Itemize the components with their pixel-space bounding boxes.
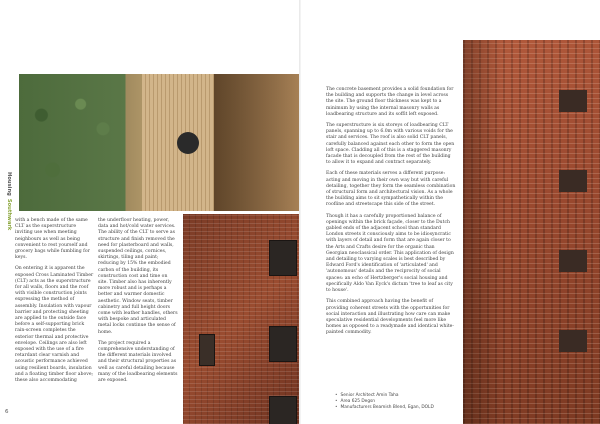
window <box>559 330 587 352</box>
photo-shadow <box>214 74 299 211</box>
running-head-sub: Southwark <box>6 198 12 231</box>
running-head-main: Housing <box>6 172 12 196</box>
brick-elevation-photo <box>463 40 600 424</box>
photo-shadow <box>463 40 503 424</box>
right-column <box>326 87 456 342</box>
credit-item: • Manufacturers Beamish Blend, Egan, DOLD <box>335 405 434 411</box>
body-paragraph: The project required a comprehensive understanding of the different materials involved and their structural properties as well as careful detailing because many of the loadbearing elements are exposed. <box>98 340 178 384</box>
window <box>269 326 297 362</box>
window <box>199 334 215 366</box>
body-paragraph: the underfloor heating, power, data and hot/cold water services. The ability of the CLT to serve as structure and finish removed the need for plasterboard and walls, suspended ceilings, cornices, skirtings, tiling and paint; reducing by 15% the embodied carbon of the building, its construction cost and time on site. Timber also has inherently more robust and is perhaps a better and warmer domestic aesthetic. Window seats, timber cabinetry and full height doors come with leather handles, others with bespoke and articulated metal locks continue the sense of home. <box>98 218 178 335</box>
page-gutter <box>299 0 301 424</box>
project-credits <box>335 393 434 411</box>
window <box>559 250 587 272</box>
facade-windows-photo <box>183 214 299 424</box>
window <box>559 170 587 192</box>
running-head <box>3 172 13 232</box>
left-column-2 <box>98 218 178 389</box>
window <box>559 90 587 112</box>
body-paragraph: Each of these materials serves a different purpose: acting and moving in their own way but with careful detailing, together they form the seamless combination of structural form and architectural vision. As a whole the building aims to sit sympathetically within the roofline and streetscape this side of the street. <box>326 171 456 208</box>
body-paragraph: Though it has a carefully proportioned balance of openings within the brick façade, closer to the Dutch gabled ends of the adjacent school than standard London streets it consciously aims to be idiosyncratic with layers of detail and form that are again closer to the Arts and Crafts desire for the organic than Georgian neoclassical order. This application of design and detailing to varying scales is best described by Edward Ford's identification of 'articulated' and 'autonomous' details and the reciprocity of social spaces: an echo of Hertzberger's social housing and specifically Aldo Van Eyck's dictum 'tree to leaf as city to house'. <box>326 213 454 294</box>
roof-garden-photo <box>19 74 299 211</box>
credit-item: • Senior Architect Amin Taha <box>335 393 434 399</box>
page-number: 6 <box>5 409 9 415</box>
body-paragraph: On entering it is apparent the exposed Cross Laminated Timber (CLT) acts as the superstructure for all walls, floors and the roof with visible construction joints expressing the method of assembly. Insulation with vapour barrier and protecting sheeting are applied to the outside face before a self-supporting brick rain-screen completes the exterior thermal and protective envelope. Ceilings are also left exposed with the use of a fire retardant clear varnish and acoustic performance achieved using resilient boards, insulation and a floating timber floor above; these also accommodating <box>15 266 94 384</box>
credit-item: • Area 625 Degsn <box>335 399 434 405</box>
body-paragraph: This combined approach having the benefit of providing coherent streets with the opportunities for social interaction and illustrating how care can make speculative residential developments feel more like homes as opposed to a readymade and identical white-painted commodity. <box>326 299 454 336</box>
left-column-1 <box>15 218 95 389</box>
window <box>269 396 297 424</box>
body-paragraph: The superstructure is six storeys of loadbearing CLT panels, spanning up to 6.0m with various voids for the stair and services. The roof is also solid CLT panels, carefully balanced against each other to form the open loft space. Cladding all of this is a staggered masonry facade that is decoupled from the rest of the building to allow it to expand and contract separately. <box>326 123 455 166</box>
body-paragraph: The concrete basement provides a solid foundation for the building and supports the change in level across the site. The ground floor thickness was kept to a minimum by using the internal masonry walls as loadbearing structure and its soffit left exposed. <box>326 87 454 117</box>
body-paragraph: with a bench made of the same CLT as the superstructure inviting use when meeting neighbours as well as being convenient to rest yourself and grocery bags while fumbling for keys. <box>15 218 90 261</box>
person-figure <box>177 132 199 154</box>
window <box>269 240 297 276</box>
